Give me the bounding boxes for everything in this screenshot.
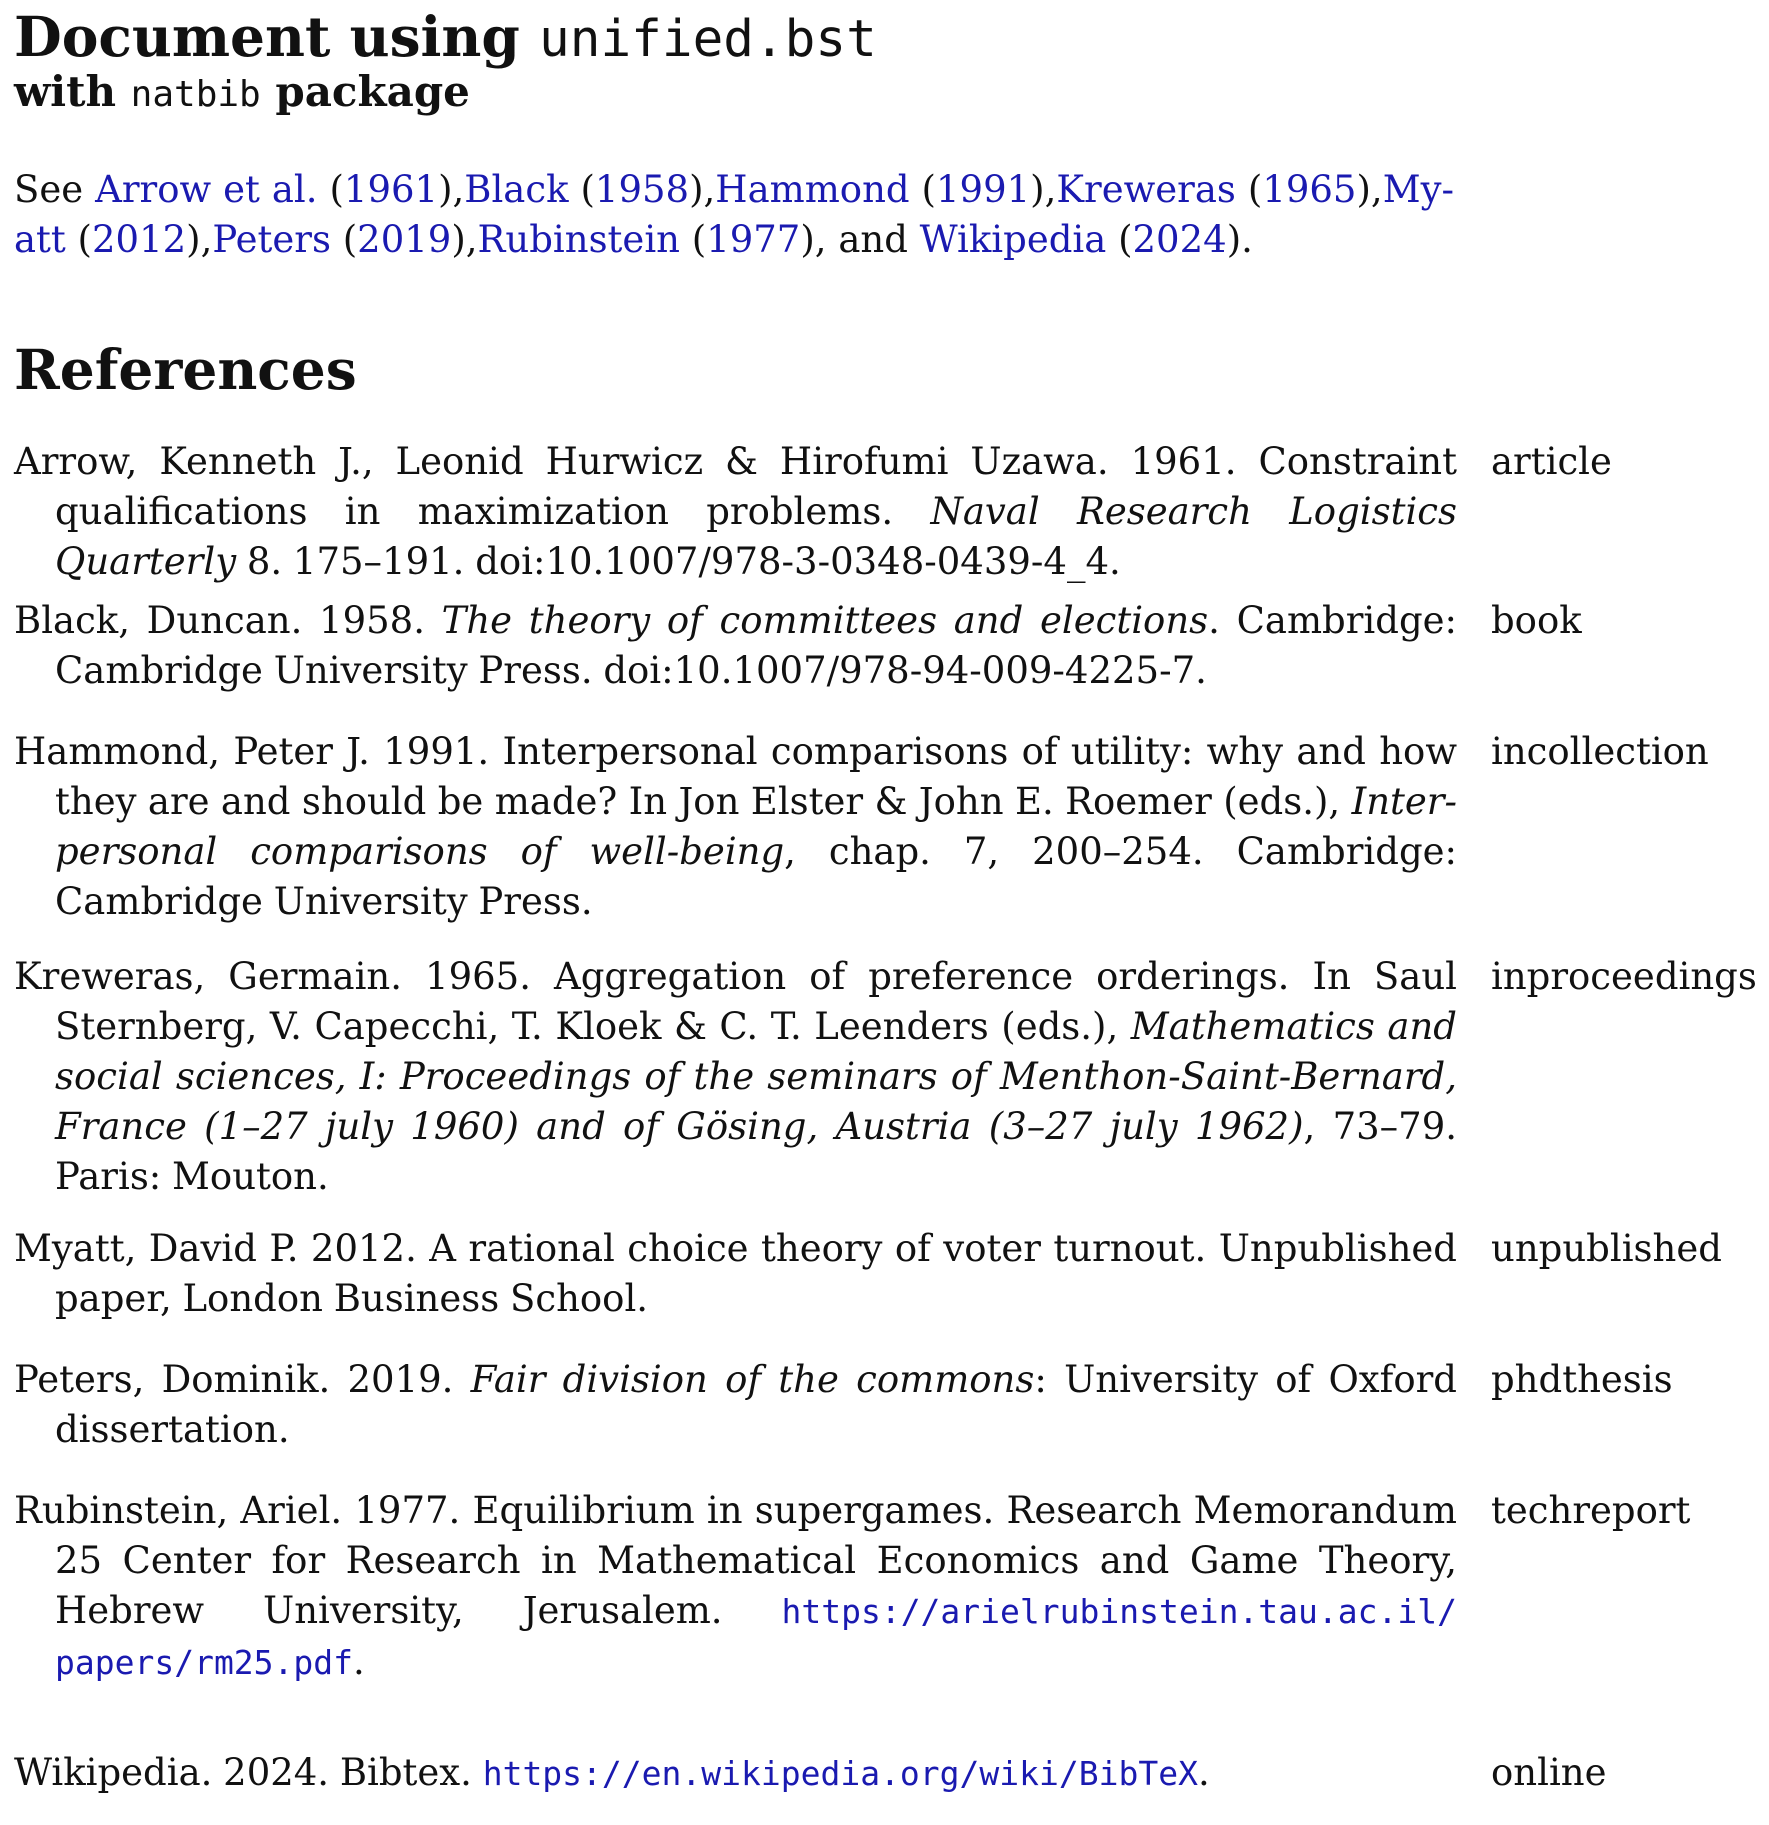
reference-text bbox=[14, 1224, 1457, 1324]
reference-type: unpublished bbox=[1491, 1227, 1722, 1270]
reference-segment: , chap. 7, 200–254. Cambridge: Cambridge University Press. bbox=[55, 830, 1457, 923]
citation-link[interactable]: Arrow et al. bbox=[95, 168, 318, 211]
references-heading: References bbox=[14, 337, 357, 402]
citation-year-link[interactable]: 1961 bbox=[343, 168, 439, 211]
title-bst-file: unified.bst bbox=[539, 10, 877, 69]
reference-segment: . bbox=[353, 1640, 365, 1683]
reference-segment: Kreweras, Germain. 1965. Aggregation of preference orderings. In Saul Sternberg, V. Capecchi, T. Kloek & C. T. Leenders (eds.), bbox=[14, 955, 1457, 1048]
citation-year-link[interactable]: 2019 bbox=[357, 218, 452, 261]
reference-type: inproceedings bbox=[1491, 955, 1757, 998]
citation-link[interactable]: Myatt bbox=[14, 168, 1454, 261]
reference-italic: The theory of committees and elections bbox=[441, 599, 1209, 642]
reference-type: phdthesis bbox=[1491, 1358, 1673, 1401]
reference-segment: Black, Duncan. 1958. bbox=[14, 599, 442, 642]
citation-year-link[interactable]: 2012 bbox=[92, 218, 187, 261]
reference-text bbox=[14, 727, 1457, 927]
title-prefix: Document using bbox=[14, 4, 520, 69]
reference-segment: Rubinstein, Ariel. 1977. Equilibrium in supergames. Research Memorandum 25 Center for Research in Mathematical Economics and Game Theory, Hebrew University, Jerusalem. bbox=[14, 1489, 1457, 1632]
reference-text bbox=[14, 596, 1457, 696]
reference-segment: Arrow, Kenneth J., Leonid Hurwicz & Hirofumi Uzawa. 1961. Constraint qualifications in maximization problems. bbox=[14, 440, 1457, 533]
reference-type: online bbox=[1491, 1751, 1607, 1794]
reference-segment: . bbox=[1197, 1751, 1210, 1794]
reference-type: article bbox=[1491, 440, 1612, 483]
citation-year-link[interactable]: 1977 bbox=[706, 218, 801, 261]
reference-text bbox=[14, 1486, 1457, 1688]
reference-type: techreport bbox=[1491, 1489, 1691, 1532]
citation-link[interactable]: Wikipedia bbox=[919, 218, 1107, 261]
reference-italic: Fair division of the commons bbox=[470, 1358, 1035, 1401]
reference-url-link[interactable]: https://en.wikipedia.org/wiki/BibTeX bbox=[482, 1754, 1198, 1793]
reference-type: incollection bbox=[1491, 730, 1709, 773]
citation-year-link[interactable]: 1958 bbox=[594, 168, 690, 211]
reference-segment: , 73–79. Paris: Mouton. bbox=[55, 1105, 1457, 1198]
reference-segment: Peters, Dominik. 2019. bbox=[14, 1358, 471, 1401]
reference-segment: Myatt, David P. 2012. A rational choice theory of voter turnout. Unpublished paper, London Business School. bbox=[14, 1227, 1457, 1320]
citation-year-link[interactable]: 1965 bbox=[1262, 168, 1357, 211]
subtitle-prefix: with bbox=[14, 67, 117, 116]
reference-segment: 8. 175–191. doi:10.1007/978-3-0348-0439-4_4. bbox=[236, 540, 1121, 583]
intro-see: See bbox=[14, 168, 96, 211]
citation-link[interactable]: Rubinstein bbox=[477, 218, 680, 261]
reference-text bbox=[14, 1748, 1457, 1799]
reference-text bbox=[14, 952, 1457, 1202]
citation-year-link[interactable]: 2024 bbox=[1132, 218, 1227, 261]
reference-url-link[interactable]: https://arielrubinstein.tau.ac.il/​papers/rm25.pdf bbox=[55, 1592, 1457, 1682]
document-title bbox=[14, 4, 877, 73]
reference-text bbox=[14, 437, 1457, 587]
reference-segment: . Cambridge: Cambridge University Press. doi:10.1007/978-94-009-4225-7. bbox=[55, 599, 1457, 692]
citation-year-link[interactable]: 1991 bbox=[936, 168, 1031, 211]
citation-link[interactable]: Black bbox=[464, 168, 569, 211]
subtitle-suffix: package bbox=[275, 67, 470, 116]
citation-link[interactable]: Peters bbox=[212, 218, 331, 261]
reference-segment: : University of Oxford dissertation. bbox=[55, 1358, 1457, 1451]
reference-text bbox=[14, 1355, 1457, 1455]
reference-segment: Wikipedia. 2024. Bibtex. bbox=[14, 1751, 483, 1794]
document-subtitle bbox=[14, 64, 470, 123]
subtitle-package: natbib bbox=[130, 74, 261, 115]
reference-italic: Naval Research Logistics Quarterly bbox=[55, 490, 1457, 583]
reference-type: book bbox=[1491, 599, 1582, 642]
reference-segment: Hammond, Peter J. 1991. Interpersonal comparisons of utility: why and how they are and should be made? In Jon Elster & John E. Roemer (eds.), bbox=[14, 730, 1457, 823]
intro-paragraph: See Arrow et al. (1961),Black (1958),Hammond (1991),Kreweras (1965),Myatt (2012),Peters (2019),Rubinstein (1977), and Wikipedia (2024). bbox=[14, 168, 1454, 261]
citation-link[interactable]: Kreweras bbox=[1056, 168, 1236, 211]
reference-italic: Interpersonal comparisons of well-being bbox=[55, 780, 1457, 873]
reference-italic: Mathematics and social sciences, I: Proceedings of the seminars of Menthon-Saint-Bernard, France (1–27 july 1960) and of Gösing, Austria (3–27 july 1962) bbox=[55, 1005, 1457, 1148]
citation-link[interactable]: Hammond bbox=[715, 168, 910, 211]
